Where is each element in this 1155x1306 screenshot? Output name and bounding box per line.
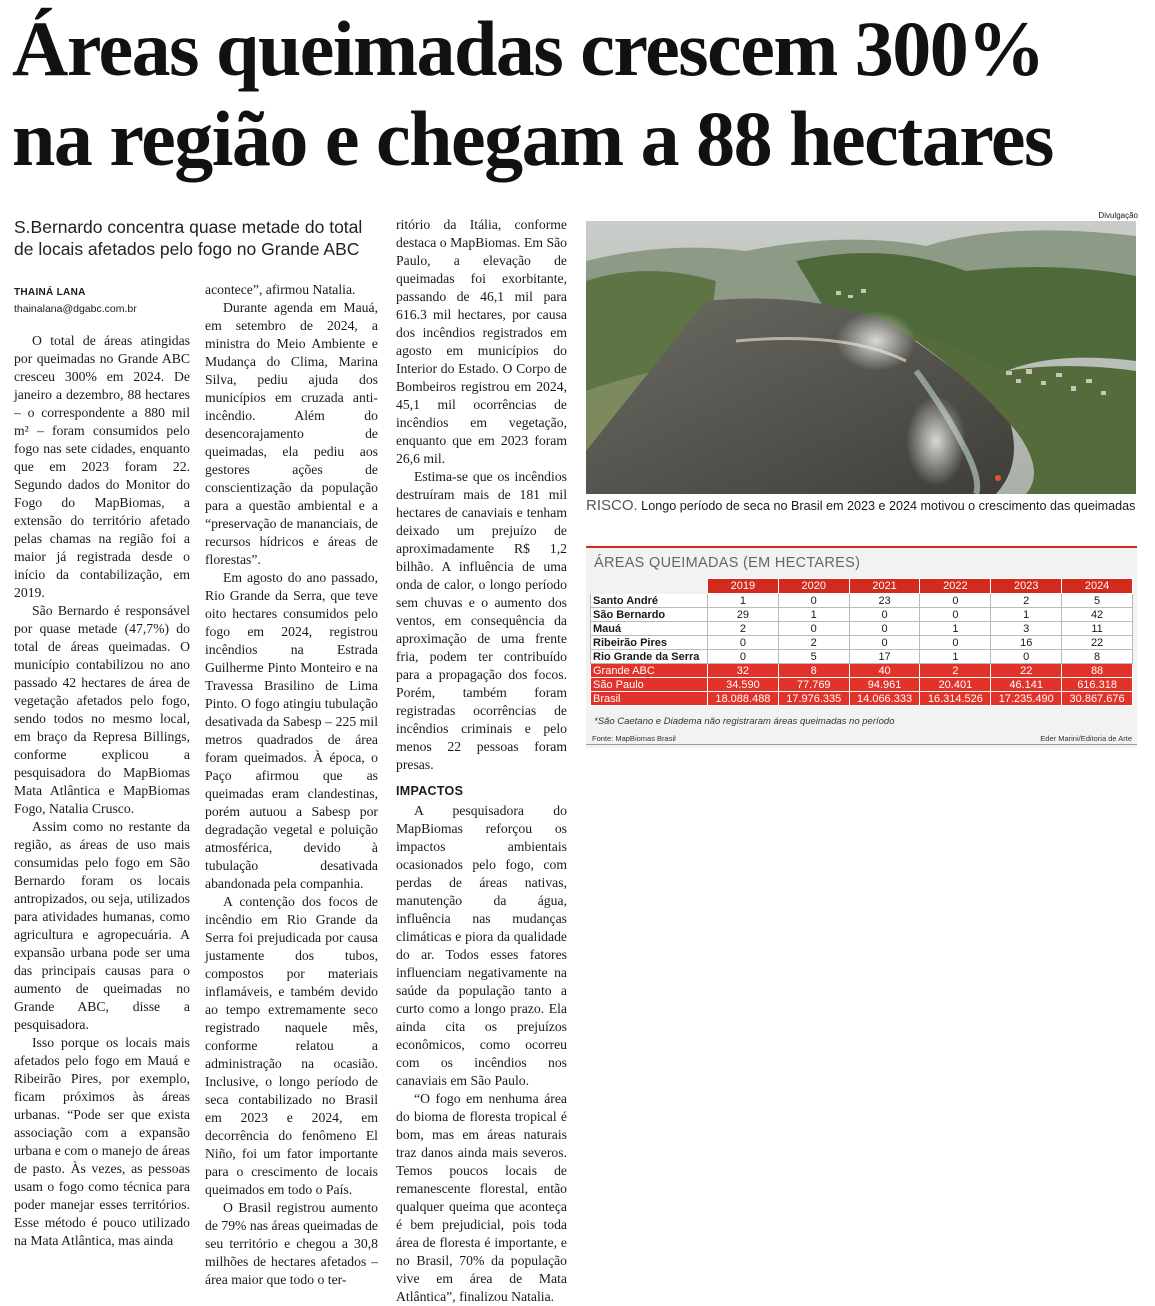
paragraph: Assim como no restante da região, as áreas de uso mais consumidas pelo fogo em São Bernardo foram os locais antropizados, ou seja, utilizados para atividades humanas, como agricultura e agropecuária. A expansão urbana pode ser uma das principais causas para o aumento de queimadas no Grande ABC, disse a pesquisadora. bbox=[14, 819, 190, 1032]
row-label: São Paulo bbox=[591, 678, 708, 692]
table-cell: 23 bbox=[849, 594, 920, 608]
table-cell: 5 bbox=[1062, 594, 1133, 608]
column-header: 2023 bbox=[991, 579, 1062, 594]
table-cell: 0 bbox=[778, 594, 849, 608]
table-cell: 0 bbox=[991, 650, 1062, 664]
table-cell: 2 bbox=[778, 636, 849, 650]
table-row-highlight bbox=[591, 664, 1133, 678]
paragraph: Estima-se que os incêndios destruíram mais de 181 mil hectares de canaviais e tenham deixado um prejuízo de aproximadamente R$ 1,2 bilhão. A influência de uma onda de calor, o longo período sem chuvas e o aumento dos ventos, em consequência da aproximação de uma frente fria, podem ter contribuído para a propagação dos focos. Porém, também foram registradas ocorrências de incêndios criminais e pelo menos 22 pessoas foram presas. bbox=[396, 469, 567, 772]
table-cell: 5 bbox=[778, 650, 849, 664]
table-art-credit: Eder Marini/Editoria de Arte bbox=[1040, 734, 1132, 743]
table-cell: 17.976.335 bbox=[778, 692, 849, 706]
row-label: Grande ABC bbox=[591, 664, 708, 678]
row-label: Ribeirão Pires bbox=[591, 636, 708, 650]
paragraph: Isso porque os locais mais afetados pelo fogo em Mauá e Ribeirão Pires, por exemplo, ficam próximos às áreas urbanas. “Pode ser que exista associação com a expansão urbana e com o manejo de áreas de pasto. Às vezes, as pessoas usam o fogo como técnica para poder manejar esses territórios. Esse método é pouco utilizado na Mata Atlântica, mas ainda bbox=[14, 1035, 190, 1248]
table-cell: 2 bbox=[920, 664, 991, 678]
table-cell: 32 bbox=[708, 664, 779, 678]
table-cell: 94.961 bbox=[849, 678, 920, 692]
table-header-row bbox=[591, 579, 1133, 594]
table-cell: 8 bbox=[778, 664, 849, 678]
burned-areas-table-box bbox=[586, 546, 1137, 748]
paragraph: ritório da Itália, conforme destaca o MapBiomas. Em São Paulo, a elevação de queimadas foi exorbitante, passando de 46,1 mil para 616.3 mil hectares, por causa dos incêndios registrados em agosto em municípios do Interior do Estado. O Corpo de Bombeiros registrou em 2024, 45,1 mil ocorrências de incêndios em vegetação, enquanto que em 2023 foram 26,6 mil. bbox=[396, 217, 567, 466]
table-cell: 16 bbox=[991, 636, 1062, 650]
table-cell: 0 bbox=[920, 608, 991, 622]
table-cell: 46.141 bbox=[991, 678, 1062, 692]
table-cell: 22 bbox=[1062, 636, 1133, 650]
table-cell: 8 bbox=[1062, 650, 1133, 664]
author-name: THAINÁ LANA bbox=[14, 287, 86, 298]
header-corner bbox=[591, 579, 708, 594]
table-cell: 0 bbox=[920, 594, 991, 608]
table-cell: 17 bbox=[849, 650, 920, 664]
subtitle: S.Bernardo concentra quase metade do total de locais afetados pelo fogo no Grande ABC bbox=[14, 217, 363, 259]
table-cell: 42 bbox=[1062, 608, 1133, 622]
article-column-1 bbox=[14, 332, 190, 1250]
table-cell: 0 bbox=[778, 622, 849, 636]
column-header: 2021 bbox=[849, 579, 920, 594]
burned-areas-table bbox=[590, 578, 1133, 706]
table-cell: 18.088.488 bbox=[708, 692, 779, 706]
table-row bbox=[591, 608, 1133, 622]
table-cell: 17.235.490 bbox=[991, 692, 1062, 706]
table-title: ÁREAS QUEIMADAS (EM HECTARES) bbox=[594, 555, 861, 571]
photo-caption bbox=[586, 497, 1146, 514]
row-label: Brasil bbox=[591, 692, 708, 706]
paragraph: Durante agenda em Mauá, em setembro de 2024, a ministra do Meio Ambiente e Mudança do Clima, Marina Silva, pediu ajuda dos municípios em cruzada anti-incêndio. Além do desencorajamento de queimadas, ela pediu aos gestores ações de conscientização da população para a questão ambiental e a “preservação de mananciais, de recursos hídricos e áreas de florestas”. bbox=[205, 300, 378, 567]
divider bbox=[586, 744, 1137, 745]
table-cell: 77.769 bbox=[778, 678, 849, 692]
paragraph: O Brasil registrou aumento de 79% nas áreas queimadas de seu território e chegou a 30,8 milhões de hectares afetados – área maior que todo o ter- bbox=[205, 1200, 378, 1287]
paragraph: São Bernardo é responsável por quase metade (47,7%) do total de áreas queimadas. O município contabilizou no ano passado 42 hectares de área de vegetação afetados pelo fogo, sendo todos no mesmo local, em braço da Represa Billings, conforme explicou a pesquisadora do MapBiomas Mata Atlântica e MapBiomas Fogo, Natalia Crusco. bbox=[14, 603, 190, 816]
column-header: 2020 bbox=[778, 579, 849, 594]
paragraph: “O fogo em nenhuma área do bioma de floresta tropical é bom, mas em áreas naturais traz danos ainda mais severos. Temos poucos locais de remanescente florestal, então qualquer queima que aconteça é bem prejudicial, pois toda área de floresta é importante, e no Brasil, 70% da população vive em área de Mata Atlântica”, finalizou Natalia. bbox=[396, 1091, 567, 1304]
column-header: 2022 bbox=[920, 579, 991, 594]
headline-line-1: Áreas queimadas crescem 300% bbox=[12, 5, 1044, 92]
table-cell: 0 bbox=[849, 622, 920, 636]
table-cell: 2 bbox=[708, 622, 779, 636]
table-note: *São Caetano e Diadema não registraram áreas queimadas no período bbox=[594, 716, 895, 727]
table-cell: 22 bbox=[991, 664, 1062, 678]
table-cell: 1 bbox=[991, 608, 1062, 622]
table-cell: 0 bbox=[920, 636, 991, 650]
table-cell: 3 bbox=[991, 622, 1062, 636]
table-cell: 16.314.526 bbox=[920, 692, 991, 706]
section-heading: IMPACTOS bbox=[396, 784, 464, 798]
table-cell: 20.401 bbox=[920, 678, 991, 692]
table-row-highlight bbox=[591, 692, 1133, 706]
table-cell: 0 bbox=[849, 636, 920, 650]
table-row bbox=[591, 650, 1133, 664]
table-cell: 30.867.676 bbox=[1062, 692, 1133, 706]
headline bbox=[12, 4, 1147, 184]
table-cell: 88 bbox=[1062, 664, 1133, 678]
article-column-3 bbox=[396, 216, 567, 1306]
paragraph: O total de áreas atingidas por queimadas no Grande ABC cresceu 300% em 2024. De janeiro a dezembro, 88 hectares – o correspondente a 880 mil m² – foram consumidos pelo fogo nas sete cidades, enquanto que em 2023 foram 22. Segundo dados do Monitor do Fogo do MapBiomas, a extensão do território afetado pelas chamas na região foi a maior já registrada desde o início da contabilização, em 2019. bbox=[14, 333, 190, 600]
caption-text: Longo período de seca no Brasil em 2023 e 2024 motivou o crescimento das queimadas bbox=[637, 499, 1136, 513]
article-column-2 bbox=[205, 281, 378, 1289]
aerial-photo bbox=[586, 221, 1136, 494]
author-email[interactable]: thainalana@dgabc.com.br bbox=[14, 303, 137, 315]
table-cell: 2 bbox=[991, 594, 1062, 608]
table-cell: 40 bbox=[849, 664, 920, 678]
table-row bbox=[591, 636, 1133, 650]
table-cell: 0 bbox=[708, 636, 779, 650]
table-cell: 1 bbox=[778, 608, 849, 622]
table-row bbox=[591, 594, 1133, 608]
paragraph: A contenção dos focos de incêndio em Rio Grande da Serra foi prejudicada por causa justamente dos tubos, compostos por materiais inflamáveis, e também devido ao tempo extremamente seco registrado naquele mês, conforme relatou a administração na ocasião. Inclusive, o longo período de seca contabilizado no Brasil em 2023 e 2024, em decorrência do fenômeno El Niño, foi um fator importante para o crescimento de locais queimados em todo o País. bbox=[205, 894, 378, 1197]
table-cell: 34.590 bbox=[708, 678, 779, 692]
table-cell: 14.066.333 bbox=[849, 692, 920, 706]
burned-field-image bbox=[586, 221, 1136, 494]
row-label: Mauá bbox=[591, 622, 708, 636]
paragraph: A pesquisadora do MapBiomas reforçou os impactos ambientais ocasionados pelo fogo, com perdas de áreas nativas, manutenção da água, influência nas mudanças climáticas e piora da qualidade do ar. Todos esses fatores influenciam negativamente na saúde da população tanto a curto como a longo prazo. Ela ainda cita os prejuízos econômicos, como ocorreu com os incêndios nos canaviais em São Paulo. bbox=[396, 803, 567, 1088]
table-row bbox=[591, 622, 1133, 636]
paragraph: acontece”, afirmou Natalia. bbox=[205, 282, 356, 297]
caption-kicker: RISCO. bbox=[586, 497, 638, 514]
paragraph: Em agosto do ano passado, Rio Grande da Serra, que teve oito hectares consumidos pelo fogo em 2024, registrou incêndios na Estrada Guilherme Pinto Monteiro e na Travessa Brasilino de Lima Pinto. O fogo atingiu tubulação desativada da Sabesp – 225 mil metros quadrados de área foram queimados. À época, o Paço afirmou que as queimadas eram clandestinas, porém autuou a Sabesp por degradação vegetal e poluição atmosférica, devido à tubulação desativada abandonada pela companhia. bbox=[205, 570, 378, 891]
table-cell: 1 bbox=[708, 594, 779, 608]
photo-credit: Divulgação bbox=[1098, 211, 1138, 220]
table-cell: 11 bbox=[1062, 622, 1133, 636]
row-label: São Bernardo bbox=[591, 608, 708, 622]
table-cell: 1 bbox=[920, 622, 991, 636]
column-header: 2024 bbox=[1062, 579, 1133, 594]
table-cell: 616.318 bbox=[1062, 678, 1133, 692]
column-header: 2019 bbox=[708, 579, 779, 594]
table-row-highlight bbox=[591, 678, 1133, 692]
table-cell: 1 bbox=[920, 650, 991, 664]
row-label: Rio Grande da Serra bbox=[591, 650, 708, 664]
table-cell: 0 bbox=[708, 650, 779, 664]
table-cell: 29 bbox=[708, 608, 779, 622]
row-label: Santo André bbox=[591, 594, 708, 608]
headline-line-2: na região e chegam a 88 hectares bbox=[12, 95, 1053, 182]
byline bbox=[14, 287, 194, 315]
table-cell: 0 bbox=[849, 608, 920, 622]
table-source: Fonte: MapBiomas Brasil bbox=[592, 734, 676, 743]
